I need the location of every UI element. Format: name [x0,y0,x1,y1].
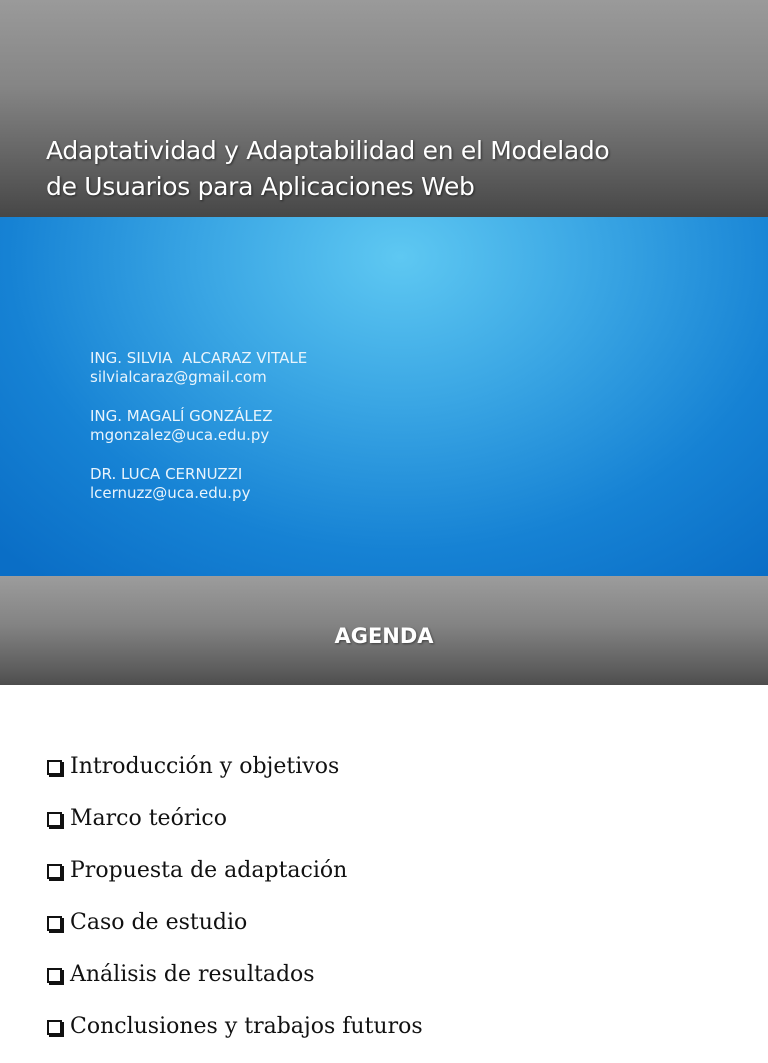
agenda-item [47,907,423,937]
agenda-item-label: Conclusiones y trabajos futuros [70,1013,423,1039]
agenda-title: AGENDA [334,624,434,648]
presentation-title-line-1: Adaptatividad y Adaptabilidad en el Modelado [46,136,610,165]
agenda-item-label: Propuesta de adaptación [70,857,348,883]
author-name: ING. SILVIA ALCARAZ VITALE [90,349,308,367]
presentation-title-line-2: de Usuarios para Aplicaciones Web [46,172,475,201]
agenda-item-label: Marco teórico [70,805,227,831]
checkbox-icon [47,968,62,983]
presentation-title [46,133,726,205]
author-entry [90,407,590,445]
checkbox-icon [47,864,62,879]
agenda-item [47,803,423,833]
agenda-item-label: Caso de estudio [70,909,248,935]
author-name: DR. LUCA CERNUZZI [90,465,243,483]
author-name: ING. MAGALÍ GONZÁLEZ [90,407,273,425]
author-email: silvialcaraz@gmail.com [90,368,267,386]
author-email: lcernuzz@uca.edu.py [90,484,251,502]
agenda-item [47,959,423,989]
agenda-item [47,1011,423,1041]
checkbox-icon [47,812,62,827]
checkbox-icon [47,760,62,775]
agenda-list [47,751,423,1063]
title-slide-body [0,217,768,576]
title-slide-header [0,0,768,217]
agenda-item-label: Análisis de resultados [70,961,315,987]
author-entry [90,349,590,387]
author-entry [90,465,590,503]
agenda-slide-header [0,576,768,685]
agenda-item-label: Introducción y objetivos [70,753,340,779]
author-email: mgonzalez@uca.edu.py [90,426,270,444]
checkbox-icon [47,916,62,931]
author-list [90,349,590,523]
agenda-item [47,855,423,885]
checkbox-icon [47,1020,62,1035]
agenda-slide-body [0,685,768,1039]
agenda-item [47,751,423,781]
